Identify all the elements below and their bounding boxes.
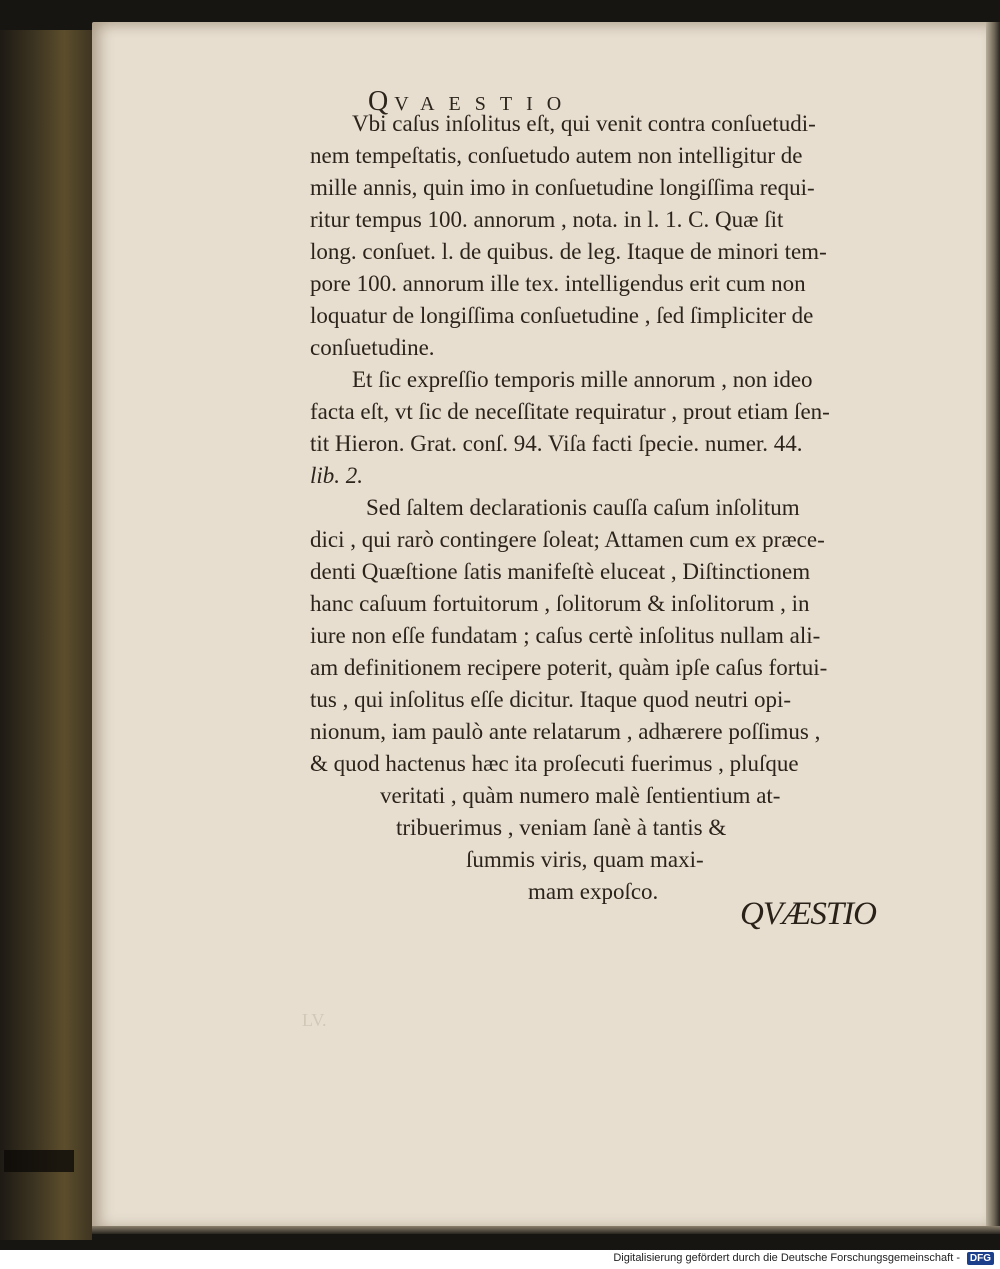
text-line: facta eſt, vt ſic de neceſſitate requiratur , prout etiam ſen- (310, 399, 830, 424)
text-line: veritati , quàm numero malè ſentientium at- (380, 783, 781, 808)
text-line: long. conſuet. l. de quibus. de leg. Itaque de minori tem- (310, 239, 827, 264)
footer-credit: Digitalisierung gefördert durch die Deutsche Forschungsgemeinschaft - (613, 1252, 960, 1264)
text-line: mam expoſco. (528, 879, 659, 904)
text-line: dici , qui rarò contingere ſoleat; Attamen cum ex præce- (310, 527, 825, 552)
text-line: pore 100. annorum ille tex. intelligendus erit cum non (310, 271, 806, 296)
page-edge-right (986, 22, 1000, 1228)
cover-stain (4, 1150, 74, 1172)
text-line: am definitionem recipere poterit, quàm ipſe caſus fortui- (310, 655, 828, 680)
text-line: Sed ſaltem declarationis cauſſa caſum inſolitum (366, 495, 800, 520)
text-line: mille annis, quin imo in conſuetudine longiſſima requi- (310, 175, 815, 200)
page-edge-bottom (92, 1226, 1000, 1234)
text-line: nionum, iam paulò ante relatarum , adhærere poſſimus , (310, 719, 821, 744)
text-line: Vbi caſus inſolitus eſt, qui venit contra conſuetudi- (352, 111, 816, 136)
text-line: tribuerimus , veniam ſanè à tantis & (396, 815, 727, 840)
running-head-initial: Q (368, 86, 395, 117)
text-line: loquatur de longiſſima conſuetudine , ſed ſimpliciter de (310, 303, 814, 328)
text-line: tus , qui inſolitus eſſe dicitur. Itaque quod neutri opi- (310, 687, 792, 712)
dfg-logo: DFG (967, 1252, 994, 1265)
text-line: lib. 2. (310, 463, 364, 488)
book-cover-edge (0, 30, 92, 1240)
text-line: conſuetudine. (310, 335, 435, 360)
text-line: ritur tempus 100. annorum , nota. in l. 1. C. Quæ ſit (310, 207, 784, 232)
text-line: hanc caſuum fortuitorum , ſolitorum & inſolitorum , in (310, 591, 810, 616)
text-line: nem tempeſtatis, conſuetudo autem non intelligitur de (310, 143, 803, 168)
text-line: iure non eſſe fundatam ; caſus certè inſolitus nullam ali- (310, 623, 821, 648)
text-line: ſummis viris, quam maxi- (466, 847, 704, 872)
text-line: denti Quæſtione ſatis manifeſtè eluceat , Diſtinctionem (310, 559, 811, 584)
catchword: QVÆSTIO (740, 896, 877, 932)
text-line: & quod hactenus hæc ita proſecuti fuerimus , pluſque (310, 751, 799, 776)
running-head-text: VAESTIO (394, 93, 576, 115)
text-line: Et ſic expreſſio temporis mille annorum , non ideo (352, 367, 813, 392)
bleed-through-text: LV. (302, 1010, 327, 1030)
text-line: tit Hieron. Grat. conſ. 94. Viſa facti ſpecie. numer. 44. (310, 431, 803, 456)
